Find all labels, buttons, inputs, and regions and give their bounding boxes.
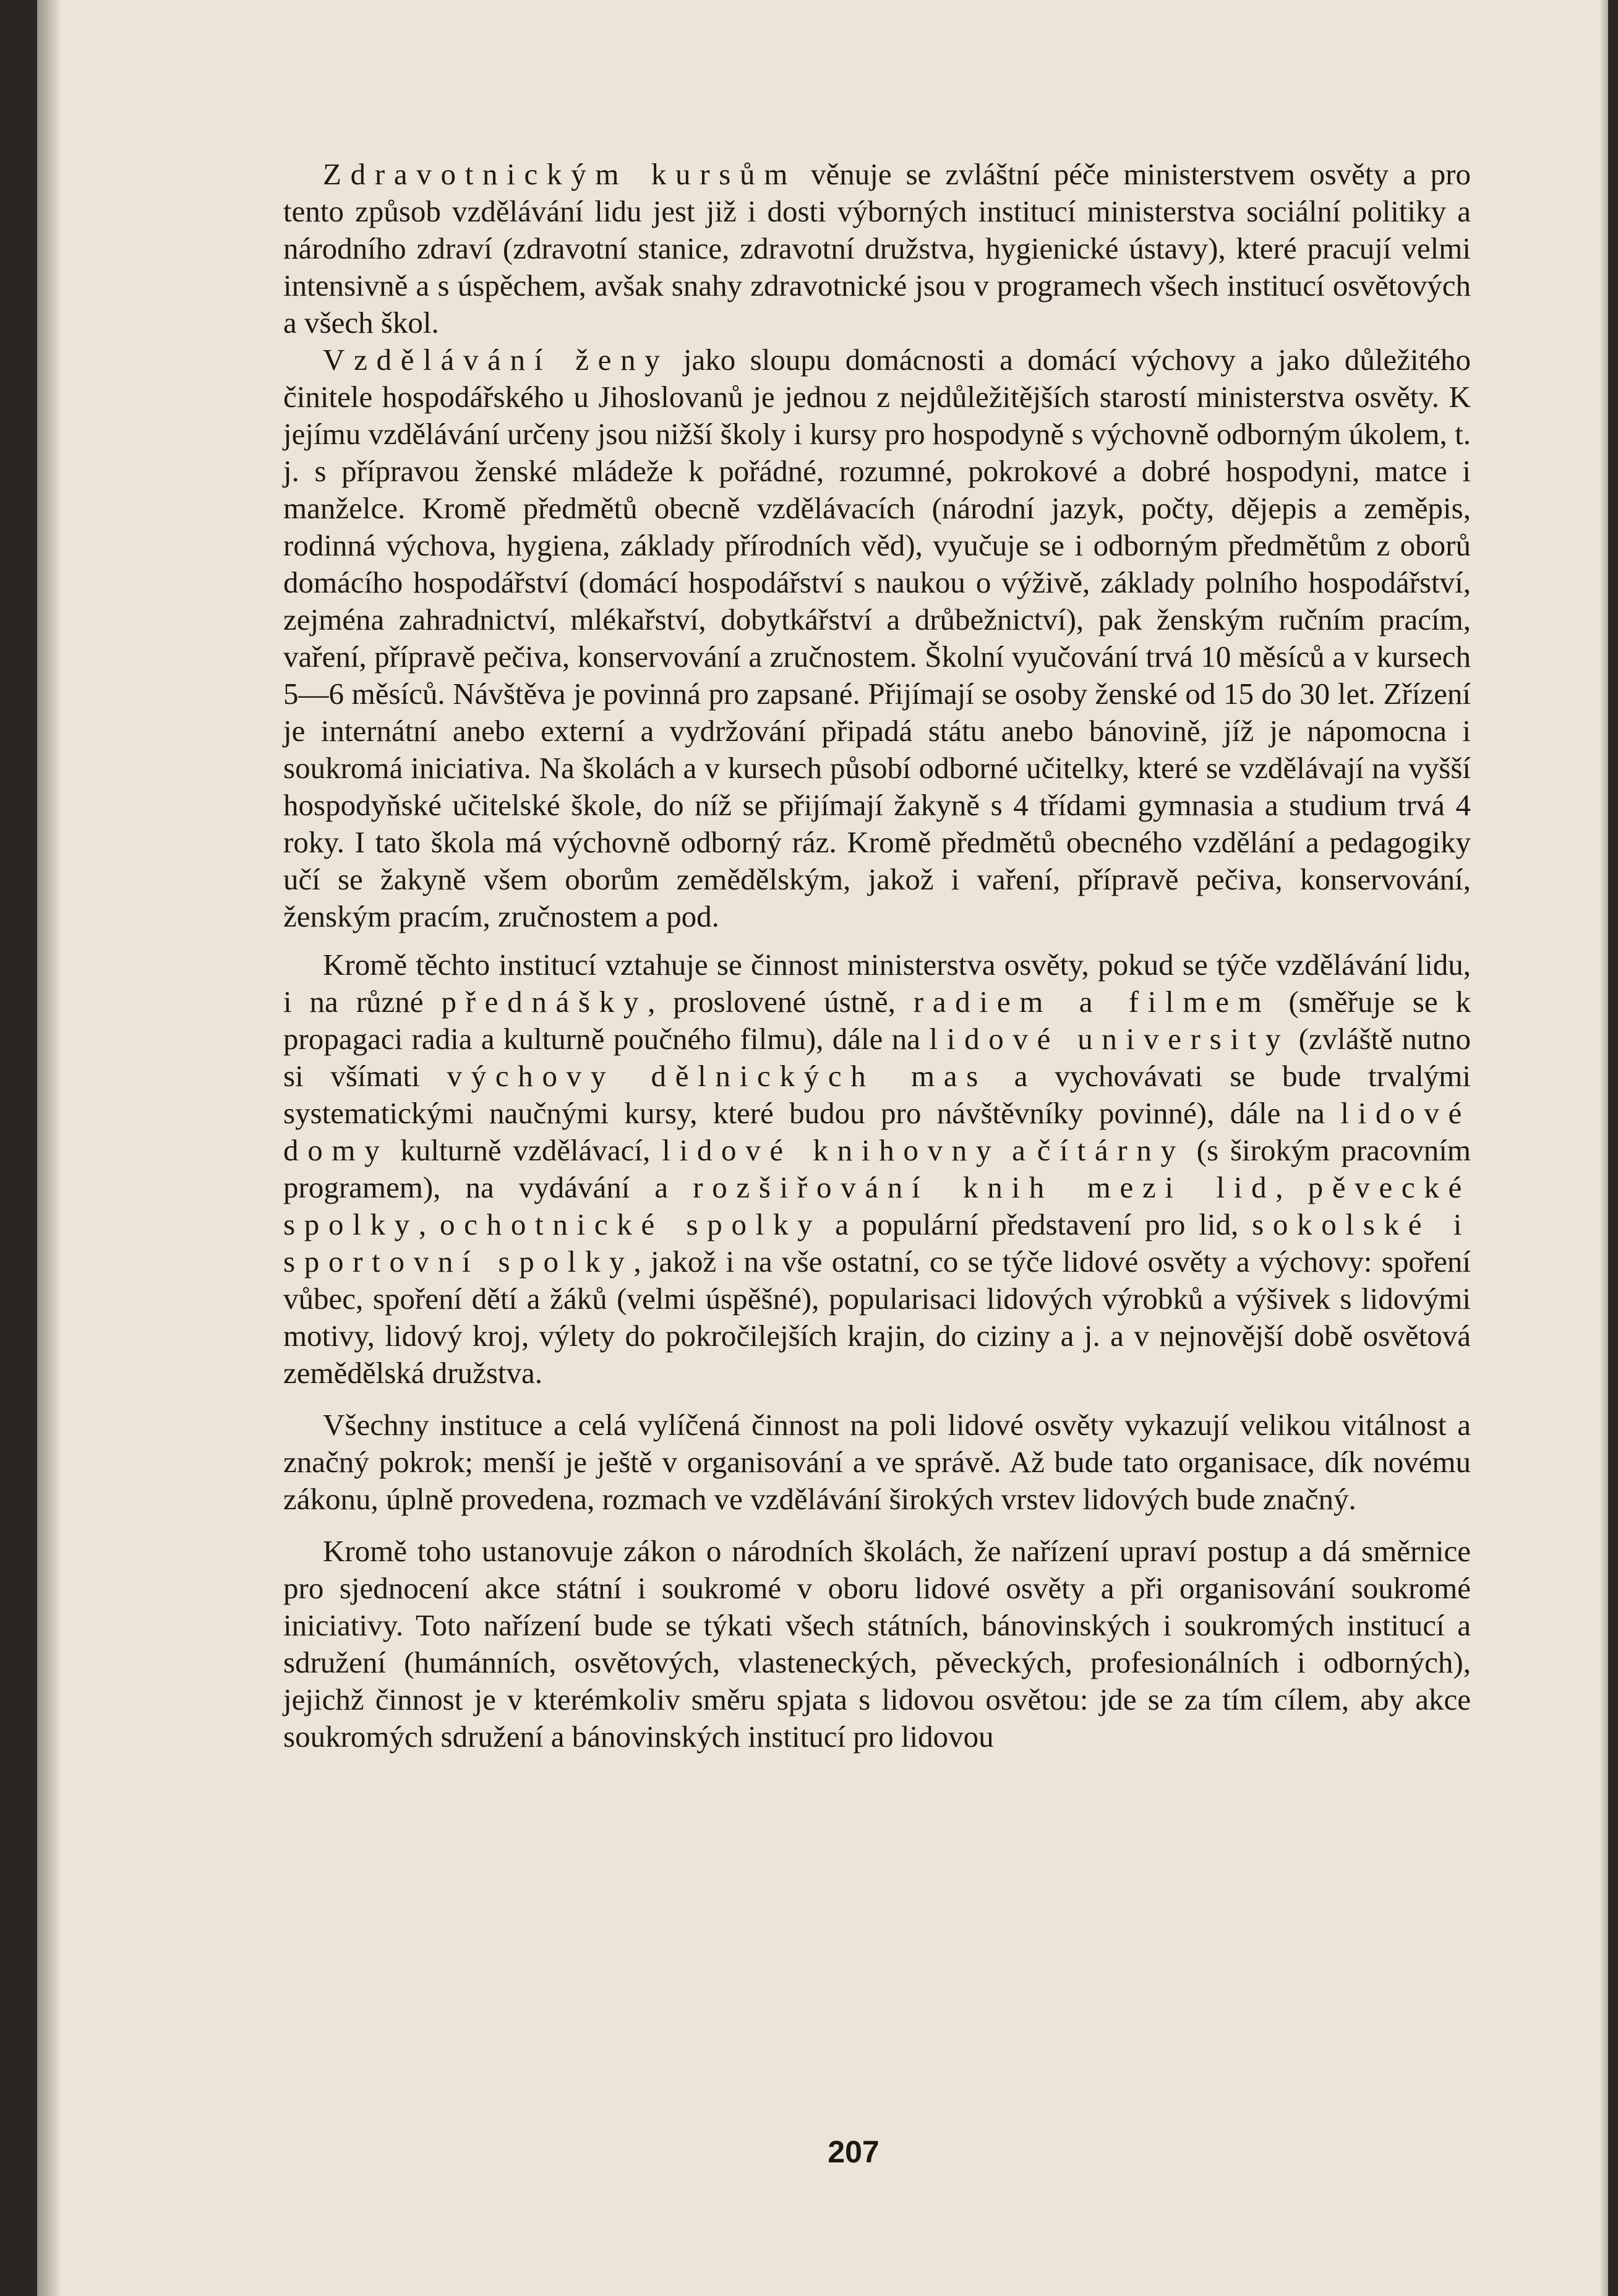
emphasis-folk-libraries: lidové knihovny (662, 1133, 1001, 1167)
body-text (283, 156, 1471, 1755)
paragraph-health-courses (283, 156, 1471, 341)
paragraph-text: věnuje se zvláštní péče ministerstvem osvěty a pro tento způsob vzdělávání lidu jest již i dosti výborných institucí ministerstva sociální politiky a národního zdraví (zdravotní stanice, zdravotní družstva, hygienické ústavy), které pracují velmi intensivně a s úspěchem, avšak snahy zdravotnické jsou v programech všech institucí osvětových a všech škol. (283, 157, 1471, 340)
emphasis-lectures: přednášky (441, 985, 648, 1019)
emphasis-health-courses: Zdravotnickým kursům (323, 157, 797, 191)
paragraph-women-education (283, 341, 1471, 935)
page-number: 207 (828, 2135, 880, 2169)
book-page (37, 0, 1608, 2296)
emphasis-choirs: pěvecké spolky (283, 1170, 1471, 1241)
text-segment: , (418, 1207, 440, 1241)
emphasis-workers-education: výchovy dělnických mas (447, 1059, 987, 1093)
emphasis-book-distribution: rozšiřování knih mezi lid (693, 1170, 1276, 1204)
text-segment: a (1000, 1133, 1037, 1167)
text-segment: a vychovávati se bude trvalými systematickými naučnými kursy, které budou pro návštěvníky povinné), dále na (283, 1059, 1471, 1130)
emphasis-folk-houses: lidové domy (283, 1096, 1471, 1167)
text-segment: Kromě těchto institucí vztahuje se činnost ministerstva osvěty, pokud se týče vzdělávání lidu, i na různé (283, 948, 1471, 1019)
paragraph-text: Všechny instituce a celá vylíčená činnost na poli lidové osvěty vykazují velikou vitálnost a značný pokrok; menší je ještě v organisování a ve správě. Až bude tato organisace, dík novému zákonu, úplně provedena, rozmach ve vzdělávání širokých vrstev lidových bude značný. (283, 1408, 1471, 1516)
emphasis-reading-rooms: čítárny (1037, 1133, 1185, 1167)
text-segment: kulturně vzdělávací, (388, 1133, 662, 1167)
paragraph-text: jako sloupu domácnosti a domácí výchovy a jako důležitého činitele hospodářského u Jihoslovanů je jednou z nejdůležitějších starostí ministerstva osvěty. K jejímu vzdělávání určeny jsou nižší školy i kursy pro hospodyně s výchovně odborným úkolem, t. j. s přípravou ženské mládeže k pořádné, rozumné, pokrokové a dobré hospodyni, matce i manželce. Kromě předmětů obecně vzdělávacích (národní jazyk, počty, dějepis a zeměpis, rodinná výchova, hygiena, základy přírodních věd), vyučuje se i odborným předmětům z oborů domácího hospodářství (domácí hospodářství s naukou o výživě, základy polního hospodářství, zejména zahradnictví, mlékařství, dobytkářství a drůbežnictví), pak ženským ručním pracím, vaření, přípravě pečiva, konservování a zručnostem. Školní vyučování trvá 10 měsíců a v kursech 5—6 měsíců. Návštěva je povinná pro zapsané. Přijímají se osoby ženské od 15 do 30 let. Zřízení je internátní anebo externí a vydržování připadá státu anebo bánovině, jíž je nápomocna i soukromá iniciativa. Na školách a v kursech působí odborné učitelky, které se vzdělávají na vyšší hospodyňské učitelské škole, do níž se přijímají žakyně s 4 třídami gymnasia a studium trvá 4 roky. I tato škola má výchovně odborný ráz. Kromě předmětů obecného vzdělání a pedagogiky učí se žakyně všem oborům zemědělským, jakož i vaření, přípravě pečiva, konservování, ženským pracím, zručnostem a pod. (283, 343, 1471, 933)
paragraph-summary (283, 1407, 1471, 1518)
text-segment: a populární představení pro lid, (821, 1207, 1252, 1241)
text-segment: , jakož i na vše ostatní, co se týče lidové osvěty a výchovy: spoření vůbec, spoření dětí a žáků (velmi úspěšné), popularisaci lidových výrobků a výšivek s lidovými motivy, lidový kroj, výlety do pokročilejších krajin, do ciziny a j. a v nejnovější době osvětová zemědělská družstva. (283, 1244, 1471, 1390)
emphasis-sokol-sport: sokolské i sportovní spolky (283, 1207, 1471, 1279)
emphasis-women-education: Vzdělávání ženy (323, 343, 669, 377)
paragraph-text: Kromě toho ustanovuje zákon o národních školách, že nařízení upraví postup a dá směrnice pro sjednocení akce státní i soukromé v oboru lidové osvěty a při organisování soukromé iniciativy. Toto nařízení bude se týkati všech státních, bánovinských i soukromých institucí a sdružení (humánních, osvětových, vlasteneckých, pěveckých, profesionálních i odborných), jejichž činnost je v kterémkoliv směru spjata s lidovou osvětou: jde se za tím cílem, aby akce soukromých sdružení a bánovinských institucí pro lidovou (283, 1534, 1471, 1754)
page-edge (1599, 0, 1608, 2296)
emphasis-amateur-theatre: ochotnické spolky (439, 1207, 822, 1241)
text-segment: (s širokým pracovním programem), na vydávání a (283, 1133, 1471, 1204)
text-segment: (směřuje se k propagaci radia a kulturně poučného filmu), dále na (283, 985, 1471, 1056)
paragraph-law (283, 1533, 1471, 1755)
paragraph-other-institutions (283, 946, 1471, 1392)
emphasis-folk-universities: lidové university (929, 1022, 1290, 1056)
page-gutter-shadow (37, 0, 62, 2296)
text-segment: (zvláště nutno si všímati (283, 1022, 1471, 1093)
text-segment: , proslovené ústně, (648, 985, 914, 1019)
text-segment: , (1275, 1170, 1308, 1204)
emphasis-radio-film: radiem a filmem (913, 985, 1271, 1019)
